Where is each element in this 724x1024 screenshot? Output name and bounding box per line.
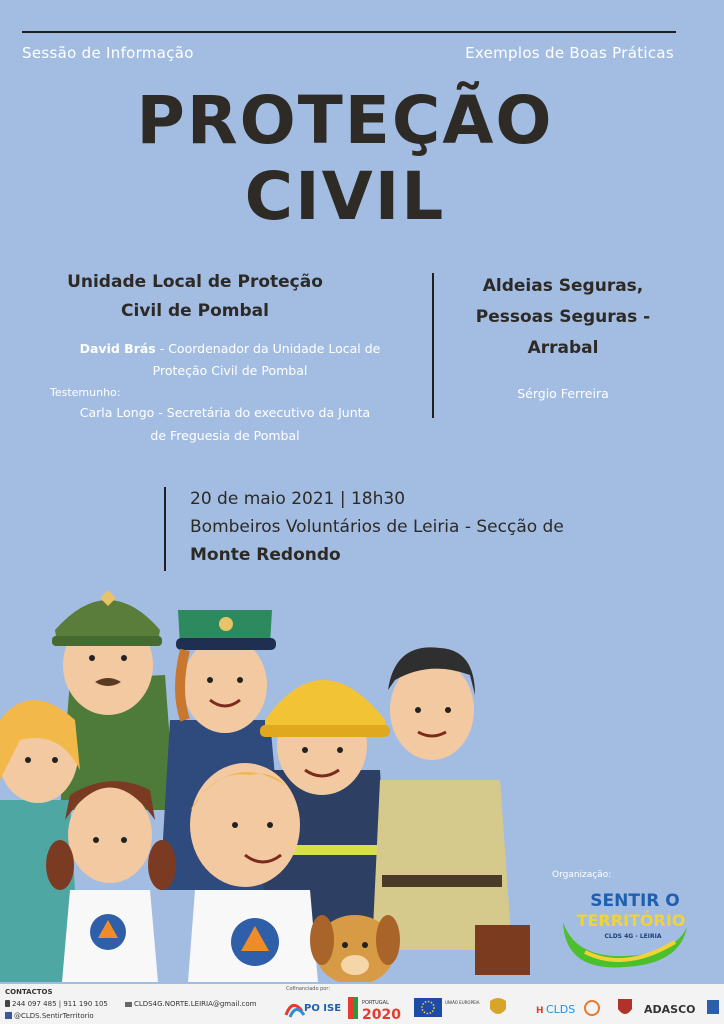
cofinanced-label: Cofinanciado por: [286, 986, 331, 992]
logo-line2: TERRITÓRIO [576, 911, 686, 930]
speaker-role-line1: - Coordenador da Unidade Local de [155, 341, 381, 356]
speaker-role-line2: Proteção Civil de Pombal [152, 363, 308, 378]
right-session-title-line3: Arrabal [527, 338, 599, 358]
event-venue-line2: Monte Redondo [190, 545, 341, 565]
session-type-label: Sessão de Informação [22, 44, 194, 62]
speaker-name: David Brás [79, 341, 156, 356]
testimony-line1: Carla Longo - Secretária do executivo da Junta [79, 405, 371, 420]
clds-logo [536, 1001, 599, 1016]
facebook-icon [5, 1012, 12, 1019]
left-session-title-line1: Unidade Local de Proteção [67, 272, 323, 292]
svg-text:CLDS: CLDS [546, 1003, 576, 1016]
town-crest-logo [618, 999, 632, 1014]
contact-facebook[interactable] [5, 1012, 94, 1020]
sentir-o-territorio-logo [555, 882, 695, 972]
eu-flag-logo [414, 998, 480, 1017]
top-divider [22, 31, 676, 33]
svg-text:ADASCO: ADASCO [644, 1003, 696, 1016]
event-datetime: 20 de maio 2021 | 18h30 [190, 489, 406, 509]
adasco-logo [644, 1000, 719, 1016]
testimony-line2: de Freguesia de Pombal [150, 428, 300, 443]
dog-figure [310, 915, 400, 982]
best-practices-label: Exemplos de Boas Práticas [465, 44, 674, 62]
svg-text:H: H [536, 1006, 544, 1016]
footer-bar [0, 984, 724, 1024]
email-icon [125, 1002, 132, 1007]
svg-text:UNIÃO EUROPEIA: UNIÃO EUROPEIA [445, 1000, 480, 1005]
logo-line1: SENTIR O [590, 891, 680, 911]
main-title-line2: CIVIL [244, 158, 446, 235]
right-session-title-line2: Pessoas Seguras - [475, 307, 651, 327]
municipality-crest-logo [490, 998, 506, 1014]
portugal2020-logo [348, 997, 401, 1023]
event-divider [164, 487, 166, 571]
poise-logo [286, 1003, 341, 1017]
event-details [190, 485, 710, 569]
testimony-label: Testemunho: [50, 386, 121, 399]
main-title-line1: PROTEÇÃO [136, 82, 554, 159]
facebook-text: @CLDS.SentirTerritorio [14, 1012, 94, 1020]
logo-line3: CLDS 4G - LEIRIA [604, 933, 662, 940]
contact-email[interactable] [125, 1000, 256, 1008]
contacts-title: CONTACTOS [5, 988, 53, 996]
phone-text: 244 097 485 | 911 190 105 [12, 1000, 108, 1008]
svg-text:PORTUGAL: PORTUGAL [362, 1000, 389, 1006]
left-session-title [40, 268, 350, 326]
svg-text:PO ISE: PO ISE [304, 1003, 342, 1014]
email-text: CLDS4G.NORTE.LEIRIA@gmail.com [134, 1000, 257, 1008]
organization-label: Organização: [552, 870, 612, 880]
partner-logos [282, 993, 722, 1023]
civil-protection-illustration [0, 570, 560, 982]
phone-icon [5, 1000, 10, 1007]
right-session-title-line1: Aldeias Seguras, [482, 276, 644, 296]
testimony-text [40, 401, 410, 447]
event-venue-line1: Bombeiros Voluntários de Leiria - Secção de [190, 517, 564, 537]
left-session-title-line2: Civil de Pombal [121, 301, 269, 321]
contact-phone [5, 1000, 108, 1008]
right-session-title [448, 271, 678, 364]
right-session-speaker: Sérgio Ferreira [517, 386, 609, 401]
svg-text:2020: 2020 [362, 1007, 401, 1023]
left-session-speaker [50, 338, 410, 382]
column-divider [432, 273, 434, 418]
